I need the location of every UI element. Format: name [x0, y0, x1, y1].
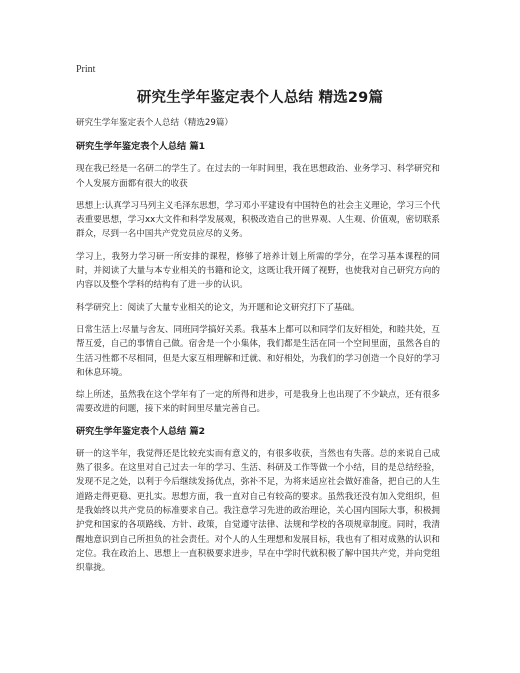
paragraph: 科学研究上：阅读了大量专业相关的论文，为开题和论文研究打下了基础。 — [76, 302, 360, 313]
section-heading: 研究生学年鉴定表个人总结 篇1 — [76, 141, 206, 153]
document-body — [76, 116, 440, 583]
paragraph: 学习上，我努力学习研一所安排的课程，修够了培养计划上所需的学分，在学习基本课程的同时，并阅读了大量与本专业相关的书籍和论文，这既让我开阔了视野，也使我对自己研究方向的内容以及整个学科的结构有了进一步的认识。 — [76, 251, 440, 291]
paragraph: 日常生活上:尽量与舍友、同班同学搞好关系。我基本上都可以和同学们友好相处，和睦共处，互帮互爱，自己的事情自己做。宿舍是一个小集体，我们都是生活在同一个空间里面，虽然各自的生活习性都不尽相同，但是大家互相理解和迁就、和好相处，为我们的学习创造一个良好的学习和休息环境。 — [76, 324, 440, 378]
paragraph: 研一的这半年，我觉得还是比较充实而有意义的，有很多收获，当然也有失落。总的来说自己成熟了很多。在这里对自己过去一年的学习、生活、科研及工作等做一个小结，目的是总结经验，发现不足之处，以利于今后继续发扬优点，弥补不足，为将来适应社会做好准备，把自己的人生道路走得更稳、更扎实。思想方面，我一直对自己有较高的要求。虽然我还没有加入党组织，但是我始终以共产党员的标准要求自己。我注意学习先进的政治理论，关心国内国际大事，积极拥护党和国家的各项路线、方针、政策，自觉遵守法律、法规和学校的各项规章制度。同时，我清醒地意识到自己所担负的社会责任。对个人的人生理想和发展目标，我也有了相对成熟的认识和定位。我在政治上、思想上一直积极要求进步，早在中学时代就积极了解中国共产党，并向党组织靠拢。 — [76, 448, 440, 574]
section-heading: 研究生学年鉴定表个人总结 篇2 — [76, 425, 206, 437]
paragraph: 现在我已经是一名研二的学生了。在过去的一年时间里，我在思想政治、业务学习、科学研究和个人发展方面都有很大的收获 — [76, 164, 440, 189]
paragraph: 综上所述，虽然我在这个学年有了一定的所得和进步，可是我身上也出现了不少缺点，还有很多需要改进的问题，接下来的时间里尽量完善自己。 — [76, 390, 440, 415]
page-title: 研究生学年鉴定表个人总结 精选29篇 — [136, 90, 384, 106]
document-subtitle: 研究生学年鉴定表个人总结（精选29篇） — [76, 118, 234, 128]
paragraph: 思想上:认真学习马列主义毛泽东思想，学习邓小平建设有中国特色的社会主义理论，学习三个代表重要思想，学习xx大文件和科学发展观，积极改造自己的世界观、人生观、价值观，密切联系群众，尽到一名中国共产党党员应尽的义务。 — [76, 200, 440, 240]
print-link[interactable]: Print — [76, 64, 96, 75]
